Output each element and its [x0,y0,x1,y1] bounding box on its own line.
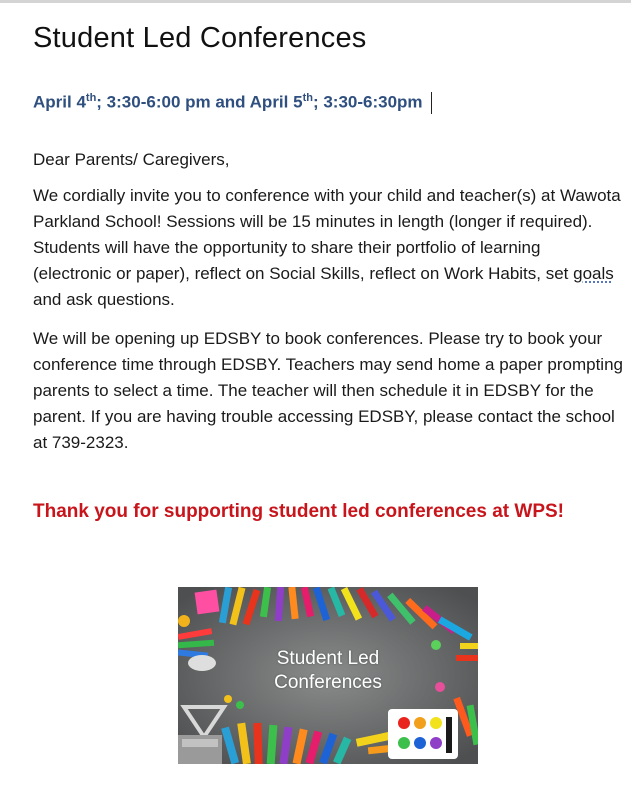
spellcheck-word[interactable]: goals [573,264,614,283]
text-cursor [431,92,432,114]
date-text-3: ; 3:30-6:30pm [312,92,423,112]
date-text-2: ; 3:30-6:00 pm and April 5 [96,92,303,112]
paragraph-booking: We will be opening up EDSBY to book conferences. Please try to book your conference time through EDSBY. Teachers may send home a paper prompting parents to select a time. The teacher will then schedule it in EDSBY for the parent. If you are having trouble accessing EDSBY, please contact the school at 739-2323. [33,329,623,452]
greeting: Dear Parents/ Caregivers, [33,150,230,169]
date-sup-2: th [302,91,313,104]
date-sup-1: th [85,91,97,104]
paragraph-invitation-end: and ask questions. [33,290,175,309]
image-caption [178,647,478,695]
conference-dates [33,92,432,114]
date-text-1: April 4 [33,92,86,112]
thank-you-message: Thank you for supporting student led conferences at WPS! [33,501,564,522]
paragraph-invitation-text: We cordially invite you to conference with your child and teacher(s) at Wawota Parkland School! Sessions will be 15 minutes in length (longer if required). Students will have the opportunity to share their portfolio of learning (electronic or paper), reflect on Social Skills, reflect on Work Habits, set [33,186,621,283]
conference-image[interactable] [178,587,478,764]
image-caption-line-2: Conferences [274,672,382,693]
document-title: Student Led Conferences [33,22,367,54]
image-caption-line-1: Student Led [276,648,380,669]
paragraph-invitation [33,183,623,313]
